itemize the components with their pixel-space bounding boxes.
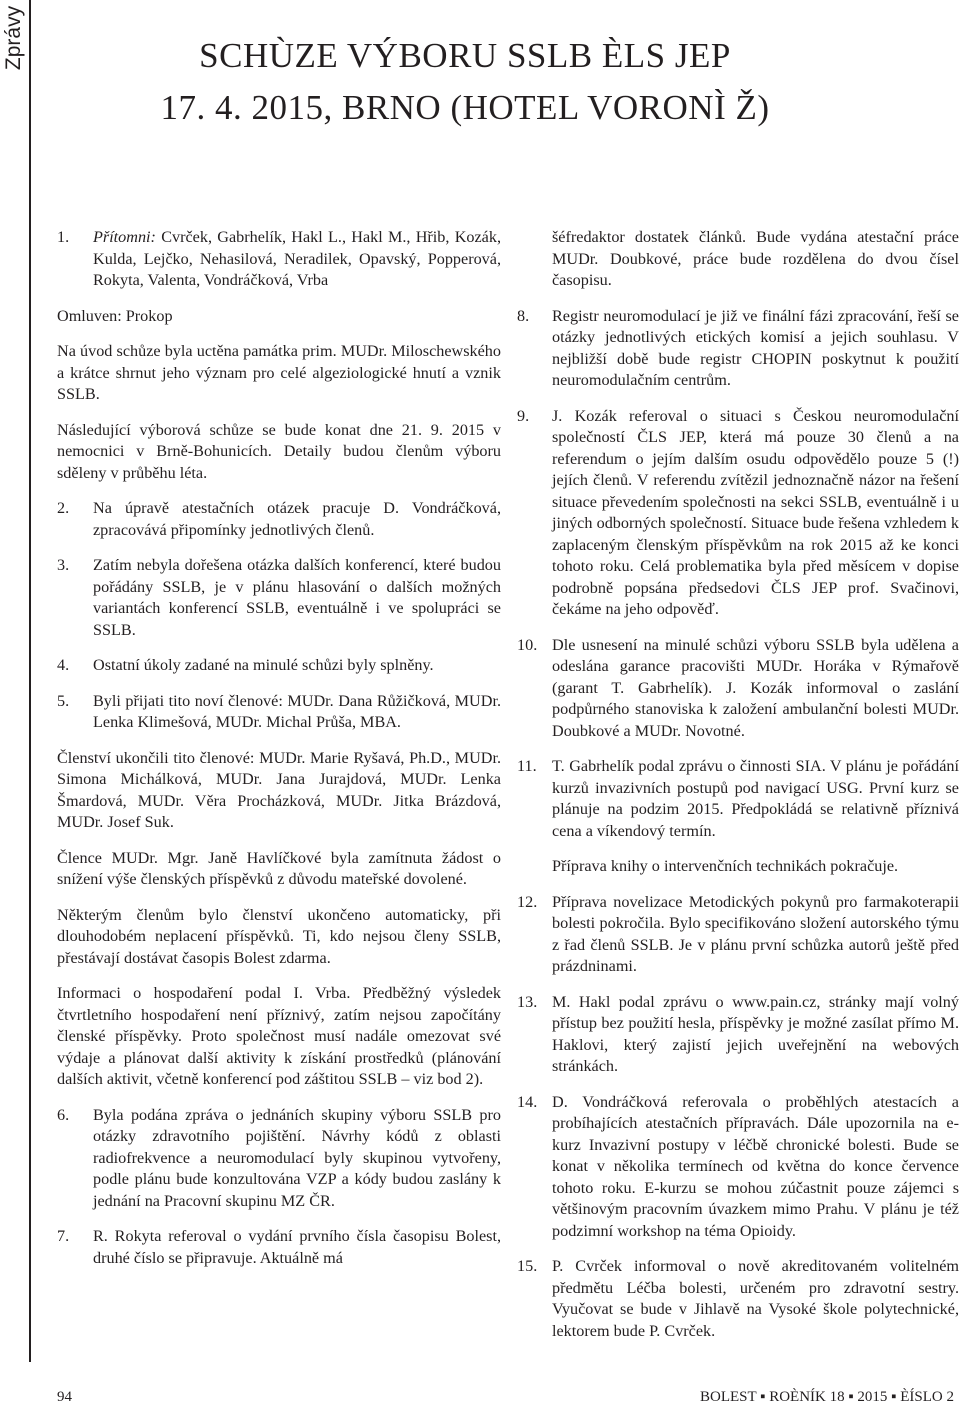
item-text: P. Cvrček informoval o nově akreditovaném volitelném předmětu Léčba bolesti, určeném pro zdravotní sestry. Vyučovat se bude v Jihlavě na Vysoké škole polytechnické, lektorem bude P. Cvrček. — [552, 1257, 959, 1340]
item-text: R. Rokyta referoval o vydání prvního čísla časopisu Bolest, druhé číslo se připravuje. Aktuálně má — [93, 1227, 501, 1267]
next-meeting-paragraph: Následující výborová schůze se bude konat dne 21. 9. 2015 v nemocnici v Brně-Bohunicích. Detaily budou členům výboru sděleny v průběhu léta. — [57, 420, 501, 482]
page-title — [40, 30, 890, 134]
item-number: 8. — [517, 306, 530, 325]
item-5 — [57, 691, 501, 734]
item-number: 3. — [57, 556, 70, 574]
item-number: 13. — [517, 992, 538, 1011]
item-number: 7. — [57, 1227, 70, 1245]
item-15 — [517, 1256, 959, 1342]
item-10 — [517, 635, 959, 743]
item-6 — [57, 1105, 501, 1213]
item-9 — [517, 406, 959, 621]
sidebar-rule — [29, 0, 31, 1362]
title-line-1: SCHÙZE VÝBORU SSLB ÈLS JEP — [199, 36, 731, 75]
attendees-label: Přítomni: — [93, 228, 156, 246]
right-column — [517, 227, 959, 1356]
item-text: Byli přijati tito noví členové: MUDr. Dana Růžičková, MUDr. Lenka Klimešová, MUDr. Michal Průša, MBA. — [93, 691, 501, 731]
item-number: 1. — [57, 228, 70, 246]
item-number: 14. — [517, 1092, 538, 1111]
absent-line: Omluven: Prokop — [57, 306, 173, 325]
book-paragraph: Příprava knihy o intervenčních technikách pokračuje. — [552, 857, 899, 875]
item-number: 15. — [517, 1257, 538, 1275]
item-13 — [517, 992, 959, 1078]
item-7 — [57, 1226, 501, 1269]
auto-ended-paragraph: Některým členům bylo členství ukončeno automaticky, při dlouhodobém neplacení příspěvků. Ti, kdo nejsou členy SSLB, přestávají dostávat časopis Bolest zdarma. — [57, 905, 501, 967]
section-tab — [0, 0, 29, 75]
title-line-2: 17. 4. 2015, BRNO (HOTEL VORONÌ Ž) — [160, 88, 770, 127]
opening-paragraph: Na úvod schůze byla uctěna památka prim. MUDr. Miloschewského a krátce shrnut jeho význam pro celé algeziologické hnutí a vznik SSLB. — [57, 342, 501, 403]
item-number: 11. — [517, 757, 537, 775]
membership-ended-paragraph: Členství ukončili tito členové: MUDr. Marie Ryšavá, Ph.D., MUDr. Simona Michálková, MUDr. Jana Jurajdová, MUDr. Lenka Šmardová, MUDr. Věra Procházková, MUDr. Jitka Brázdová, MUDr. Josef Suk. — [57, 748, 501, 831]
item-4 — [57, 655, 501, 677]
item-text: M. Hakl podal zprávu o www.pain.cz, stránky mají volný přístup bez použití hesla, příspěvky je možné zasílat přímo M. Haklovi, který zajistí jejich uveřejnění na webových stránkách. — [552, 992, 959, 1075]
item-2 — [57, 498, 501, 541]
fee-request-paragraph: Člence MUDr. Mgr. Janě Havlíčkové byla zamítnuta žádost o snížení výše členských příspěvků z důvodu mateřské dovolené. — [57, 848, 501, 888]
page-number: 94 — [57, 1389, 72, 1405]
item-text: Byla podána zpráva o jednáních skupiny výboru SSLB pro otázky zdravotního pojištění. Návrhy kódů z oblasti radiofrekvence a neuromodulací byly skupinou vytvořeny, podle plánu bude konzultována VZP a kódy budou zaslány k jednání na Pracovní skupinu MZ ČR. — [93, 1105, 501, 1210]
attendees-list: Cvrček, Gabrhelík, Hakl L., Hakl M., Hřib, Kozák, Kulda, Lejčko, Nehasilová, Neradilek, Opavský, Popperová, Rokyta, Valenta, Vondráčková, Vrba — [93, 228, 501, 289]
item-text: Registr neuromodulací je již ve finální fázi zpracování, řeší se otázky jednotlivých etických komisí a jejich souhlasu. V nejbližší době bude registr CHOPIN poskytnut k použití neuromodulačním centrům. — [552, 306, 959, 389]
item-number: 2. — [57, 499, 70, 517]
item-11 — [517, 756, 959, 842]
item-1 — [57, 227, 501, 292]
item-text: Ostatní úkoly zadané na minulé schůzi byly splněny. — [93, 656, 434, 674]
item-text: D. Vondráčková referovala o proběhlých atestacích a probíhajících atestačních přípravách. Dále upozornila na e-kurz Invazivní postupy v léčbě chronické bolesti. Bude se konat v několika termínech od května do konce července tohoto roku. E-kurzu se mohou zúčastnit pouze zájemci s většinovým pracovním úvazkem mimo Prahu. V plánu je též podzimní workshop na téma Opioidy. — [552, 1092, 959, 1240]
left-column — [57, 227, 501, 1283]
item-number: 9. — [517, 406, 530, 425]
journal-footer: BOLEST ▪ ROÈNÍK 18 ▪ 2015 ▪ ÈÍSLO 2 — [699, 1389, 954, 1405]
item-3 — [57, 555, 501, 641]
item-number: 6. — [57, 1105, 70, 1124]
item-text: Dle usnesení na minulé schůzi výboru SSLB byla udělena a odeslána garance pracovišti MUDr. Horáka v Rýmařově (garant T. Gabrhelík). J. Kozák informoval o zaslání podpůrného stanoviska k založení ambulanční bolesti MUDr. Doubkové a MUDr. Novotné. — [552, 635, 959, 740]
item-text: Na úpravě atestačních otázek pracuje D. Vondráčková, zpracovává připomínky jednotlivých členů. — [93, 499, 501, 539]
section-sidebar — [0, 0, 29, 1362]
item-7-continued: šéfredaktor dostatek článků. Bude vydána atestační práce MUDr. Doubkové, práce bude rozdělena do dvou čísel časopisu. — [552, 228, 959, 289]
item-text: T. Gabrhelík podal zprávu o činnosti SIA. V plánu je pořádání kurzů invazivních postupů pod navigací USG. První kurz se plánuje na podzim 2015. Předpokládá se relativně příznivá cena a víkendový termín. — [552, 757, 959, 840]
item-8 — [517, 306, 959, 392]
item-number: 12. — [517, 892, 538, 911]
item-number: 10. — [517, 635, 538, 654]
item-text — [93, 227, 501, 292]
item-text: Zatím nebyla dořešena otázka dalších konferencí, které budou pořádány SSLB, je v plánu hlasování o dalších možných variantách konferencí SSLB, eventuálně i ve spolupráci se SSLB. — [93, 556, 501, 639]
item-number: 5. — [57, 691, 70, 710]
item-14 — [517, 1092, 959, 1243]
section-tab-label: Zprávy — [2, 5, 26, 70]
item-text: J. Kozák referoval o situaci s Českou neuromodulační společností ČLS JEP, která má pouze 30 členů a na referendum o jejím dalším osudu odpovědělo pouze 5 (!) jejích členů. V referendu zvítězil jednoznačně názor na řešení situace převedením společnosti na sekci SSLB, eventuálně i u jiných odborných společností. Situace bude řešena vzhledem k zaplaceným členským příspěvkům na rok 2015 až ke konci tohoto roku. Celá problematika byla před měsícem v dopise podrobně popsána předsedovi ČLS JEP prof. Svačinovi, čekáme na jeho odpověď. — [552, 406, 959, 618]
item-number: 4. — [57, 656, 70, 674]
finance-paragraph: Informaci o hospodaření podal I. Vrba. Předběžný výsledek čtvrtletního hospodaření není příznivý, zatím nejsou započítány členské příspěvky. Proto společnost musí nadále omezovat své výdaje a plánovat další aktivity k získání prostředků (plánování dalších aktivit, včetně konferencí pod záštitou SSLB – viz bod 2). — [57, 984, 501, 1088]
item-text: Příprava novelizace Metodických pokynů pro farmakoterapii bolesti pokročila. Bylo specifikováno složení autorského týmu z řad členů SSLB. Je v plánu první schůzka autorů ještě před prázdninami. — [552, 892, 959, 975]
item-12 — [517, 892, 959, 978]
